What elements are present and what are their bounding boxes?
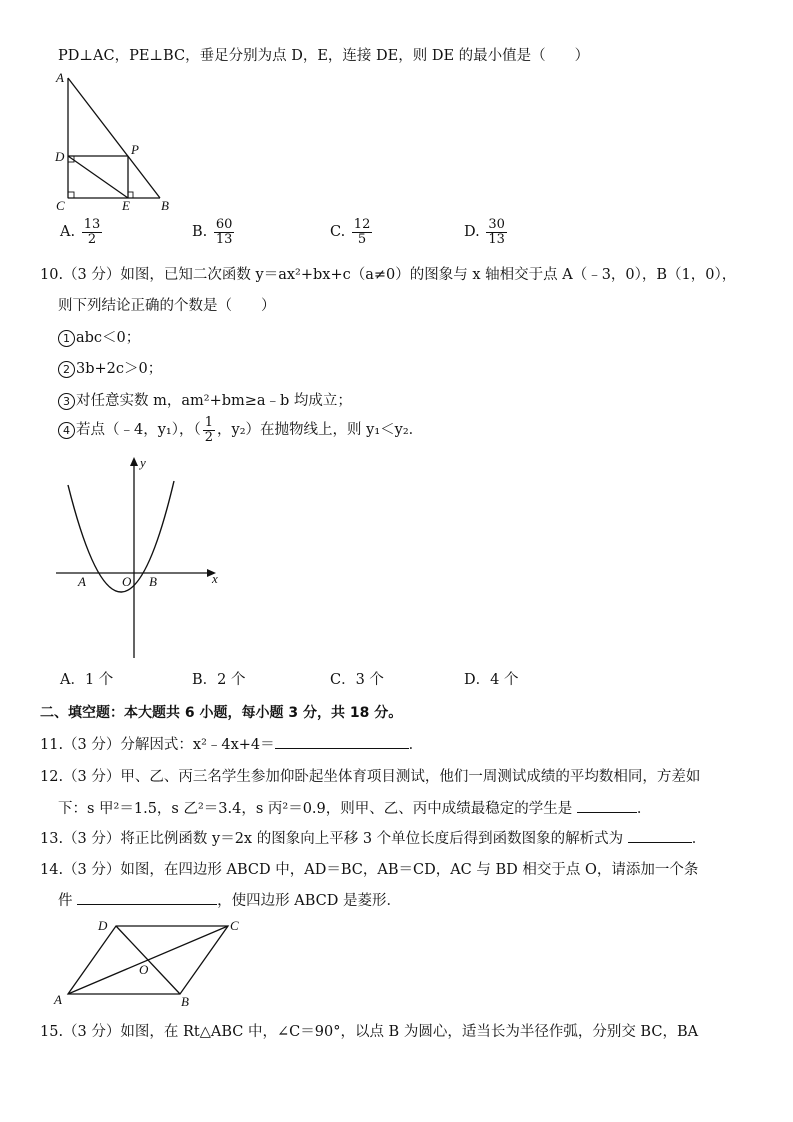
q9-right-angle-c xyxy=(68,192,74,198)
q14-label-c: C xyxy=(230,918,239,933)
q12-end: ． xyxy=(636,801,652,817)
q9-option-a-letter: A. xyxy=(60,224,76,241)
q9-option-c-num: 12 xyxy=(353,217,371,232)
q12-line-2 xyxy=(58,797,651,818)
q10-item-3-mark: 3 xyxy=(58,393,75,410)
q11-end: ． xyxy=(408,737,424,753)
q9-option-a-fraction xyxy=(82,218,103,246)
q9-option-d-num: 30 xyxy=(488,217,505,232)
q9-option-a[interactable] xyxy=(60,218,104,246)
q13-answer-blank[interactable] xyxy=(628,842,692,843)
q9-option-b[interactable] xyxy=(192,218,236,246)
q14-label-d: D xyxy=(98,918,108,933)
q9-option-d-letter: D. xyxy=(464,224,480,241)
q11-answer-blank[interactable] xyxy=(275,748,409,749)
q10-y-axis-arrow xyxy=(130,457,138,466)
q12-line-2-text: 下：s 甲²＝1.5，s 乙²＝3.4，s 丙²＝0.9，则甲、乙、丙中成绩最稳定的学生是 xyxy=(58,801,573,817)
q14-answer-blank[interactable] xyxy=(77,904,217,905)
q10-item-3 xyxy=(58,389,352,410)
q10-parabola-figure xyxy=(50,452,230,660)
q9-segment-de xyxy=(68,156,128,198)
q10-item-4-text-a: 若点（﹣4，y₁），（ xyxy=(76,422,201,439)
q9-label-c: C xyxy=(56,198,65,213)
q9-option-a-num: 13 xyxy=(83,217,101,232)
q9-side-ab xyxy=(68,78,160,198)
q9-option-d-fraction xyxy=(486,218,507,246)
q14-line-2b: ，使四边形 ABCD 是菱形． xyxy=(217,893,401,909)
q10-label-y: y xyxy=(140,455,146,470)
q10-item-4 xyxy=(58,416,423,444)
q9-label-d: D xyxy=(55,149,65,164)
q9-option-b-den: 13 xyxy=(215,231,233,247)
q9-option-c[interactable] xyxy=(330,218,374,246)
q10-line-2: 则下列结论正确的个数是（ ） xyxy=(58,298,276,314)
q14-line-2a: 件 xyxy=(58,893,73,909)
q13 xyxy=(40,827,706,848)
q14-label-o: O xyxy=(139,962,149,977)
q9-label-a: A xyxy=(56,70,64,85)
q14-parallelogram-figure xyxy=(46,916,256,1008)
q9-option-a-den: 2 xyxy=(87,231,97,247)
q10-item-4-text-b: ，y₂）在抛物线上，则 y₁＜y₂． xyxy=(217,422,424,439)
q10-line-1: 10.（3 分）如图，已知二次函数 y＝ax²+bx+c（a≠0）的图象与 x 轴相交于点 A（﹣3，0），B（1，0）， xyxy=(40,267,737,283)
q9-label-b: B xyxy=(161,198,169,213)
q9-label-p: P xyxy=(131,142,139,157)
q10-option-c[interactable]: C．3 个 xyxy=(330,672,384,688)
q9-option-b-fraction xyxy=(214,218,235,246)
q14-diagonal-bd xyxy=(116,926,180,994)
q10-option-d[interactable]: D．4 个 xyxy=(464,672,519,688)
q10-item-4-mark: 4 xyxy=(58,422,75,439)
q12-line-1: 12.（3 分）甲、乙、丙三名学生参加仰卧起坐体育项目测试，他们一周测试成绩的平均数相同，方差如 xyxy=(40,769,701,785)
q10-label-o: O xyxy=(122,574,132,589)
q12-answer-blank[interactable] xyxy=(577,812,637,813)
q14-label-b: B xyxy=(181,994,189,1008)
q13-end: ． xyxy=(691,831,707,847)
q10-label-b: B xyxy=(149,574,157,589)
q9-stem xyxy=(58,44,589,65)
q11 xyxy=(40,733,423,754)
q9-option-b-letter: B. xyxy=(192,224,208,241)
q9-option-b-num: 60 xyxy=(215,217,233,232)
q10-item-2 xyxy=(58,357,162,378)
q9-option-d[interactable] xyxy=(464,218,509,246)
q10-item-1 xyxy=(58,326,140,347)
q9-stem-text: PD⊥AC，PE⊥BC，垂足分别为点 D，E，连接 DE，则 DE 的最小值是（ ） xyxy=(58,48,590,64)
q10-item-2-text: 3b+2c＞0； xyxy=(76,361,163,377)
q9-option-d-den: 13 xyxy=(488,231,505,247)
q10-option-a[interactable]: A．1 个 xyxy=(60,672,114,688)
q10-label-a: A xyxy=(78,574,86,589)
q14-label-a: A xyxy=(54,992,62,1007)
q15-line-1: 15.（3 分）如图，在 Rt△ABC 中，∠C＝90°，以点 B 为圆心，适当长为半径作弧，分别交 BC，BA xyxy=(40,1024,699,1040)
q10-option-b[interactable]: B．2 个 xyxy=(192,672,246,688)
section-2-heading: 二、填空题：本大题共 6 小题，每小题 3 分，共 18 分。 xyxy=(40,705,403,721)
q14-line-2 xyxy=(58,889,401,910)
q10-item-4-fraction xyxy=(203,416,215,444)
q13-text: 13.（3 分）将正比例函数 y＝2x 的图象向上平移 3 个单位长度后得到函数图象的解析式为 xyxy=(40,831,624,847)
q10-item-4-frac-den: 2 xyxy=(204,429,214,445)
q9-triangle-figure xyxy=(48,68,188,214)
q10-item-4-frac-num: 1 xyxy=(204,415,214,430)
q10-item-2-mark: 2 xyxy=(58,361,75,378)
q9-option-c-fraction xyxy=(352,218,373,246)
q10-item-3-text: 对任意实数 m，am²+bm≥a﹣b 均成立； xyxy=(76,393,352,409)
q9-label-e: E xyxy=(122,198,130,213)
q14-line-1: 14.（3 分）如图，在四边形 ABCD 中，AD＝BC，AB＝CD，AC 与 BD 相交于点 O，请添加一个条 xyxy=(40,862,699,878)
q9-option-c-den: 5 xyxy=(357,231,367,247)
q9-option-c-letter: C. xyxy=(330,224,346,241)
q11-text: 11.（3 分）分解因式：x²﹣4x+4＝ xyxy=(40,737,275,753)
q10-label-x: x xyxy=(212,571,218,586)
q10-item-1-mark: 1 xyxy=(58,330,75,347)
q10-item-1-text: abc＜0； xyxy=(76,330,141,346)
